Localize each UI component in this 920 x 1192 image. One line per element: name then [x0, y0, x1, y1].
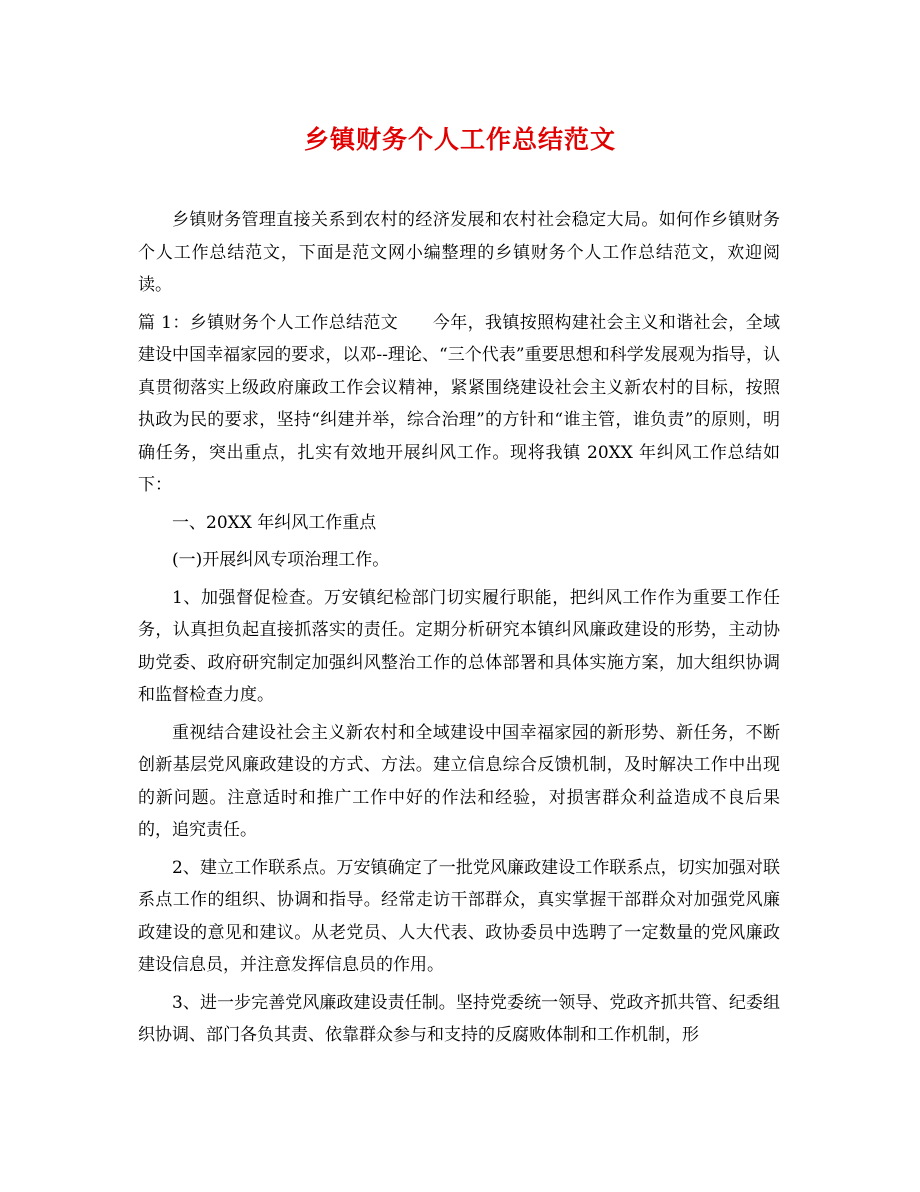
subsection-heading-1: (一)开展纠风专项治理工作。 — [172, 550, 390, 570]
paragraph-item-2: 2、建立工作联系点。万安镇确定了一批党风廉政建设工作联系点，切实加强对联系点工作的组织、协调和指导。经常走访干部群众，真实掌握干部群众对加强党风廉政建设的意见和建议。从老党员、人大代表、政协委员中选聘了一定数量的党风廉政建设信息员，并注意发挥信息员的作用。 — [138, 857, 780, 975]
document-body — [138, 204, 780, 1057]
section-heading-1: 一、20XX 年纠风工作重点 — [172, 512, 377, 533]
paragraph-item-1: 1、加强督促检查。万安镇纪检部门切实履行职能，把纠风工作作为重要工作任务，认真担负起直接抓落实的责任。定期分析研究本镇纠风廉政建设的形势，主动协助党委、政府研究制定加强纠风整治工作的总体部署和具体实施方案，加大组织协调和监督检查力度。 — [138, 587, 780, 705]
document-title: 乡镇财务个人工作总结范文 — [303, 125, 616, 154]
paragraph-chapter-1: 篇 1：乡镇财务个人工作总结范文 今年，我镇按照构建社会主义和谐社会，全域建设中国幸福家园的要求，以邓--理论、“三个代表”重要思想和科学发展观为指导，认真贯彻落实上级政府廉政工作会议精神，紧紧围绕建设社会主义新农村的目标，按照执政为民的要求，坚持“纠建并举，综合治理”的方针和“谁主管，谁负责”的原则，明确任务，突出重点，扎实有效地开展纠风工作。现将我镇 20XX 年纠风工作总结如下： — [138, 312, 780, 495]
paragraph-item-3: 3、进一步完善党风廉政建设责任制。坚持党委统一领导、党政齐抓共管、纪委组织协调、部门各负其责、依靠群众参与和支持的反腐败体制和工作机制，形 — [138, 992, 780, 1045]
paragraph-intro: 乡镇财务管理直接关系到农村的经济发展和农村社会稳定大局。如何作乡镇财务个人工作总结范文，下面是范文网小编整理的乡镇财务个人工作总结范文，欢迎阅读。 — [138, 210, 780, 295]
paragraph-item-1-cont: 重视结合建设社会主义新农村和全域建设中国幸福家园的新形势、新任务，不断创新基层党风廉政建设的方式、方法。建立信息综合反馈机制，及时解决工作中出现的新问题。注意适时和推广工作中好的作法和经验，对损害群众利益造成不良后果的，追究责任。 — [138, 722, 780, 840]
